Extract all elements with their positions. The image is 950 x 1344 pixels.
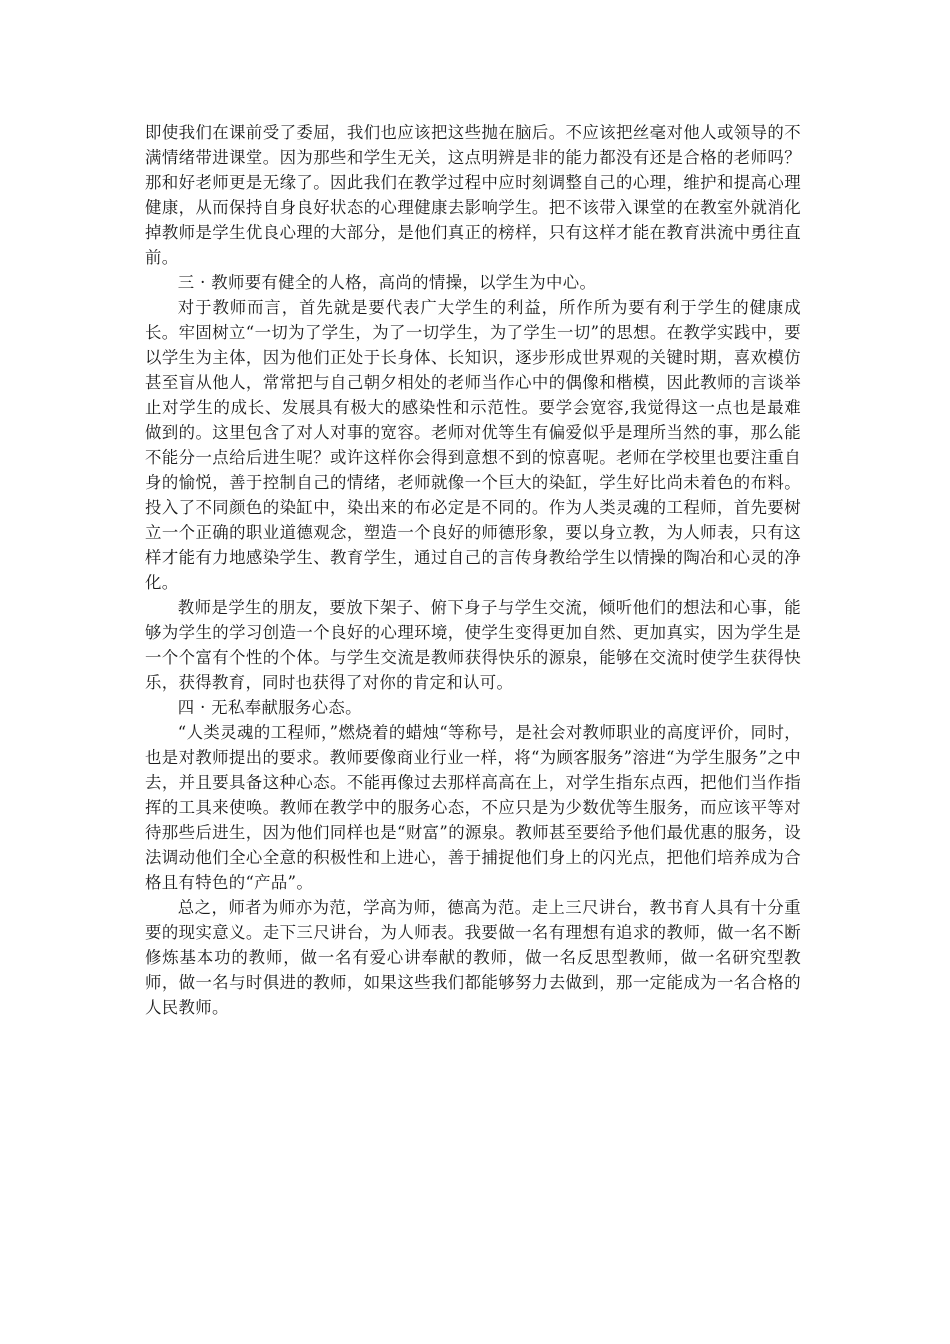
document-body bbox=[145, 120, 801, 1020]
paragraph-student-centered: 对于教师而言，首先就是要代表广大学生的利益，所作所为要有利于学生的健康成长。牢固树立“一切为了学生，为了一切学生，为了学生一切”的思想。在教学实践中，要以学生为主体，因为他们正处于长身体、长知识，逐步形成世界观的关键时期，喜欢模仿甚至盲从他人，常常把与自己朝夕相处的老师当作心中的偶像和楷模，因此教师的言谈举止对学生的成长、发展具有极大的感染性和示范性。要学会宽容,我觉得这一点也是最难做到的。这里包含了对人对事的宽容。老师对优等生有偏爱似乎是理所当然的事，那么能不能分一点给后进生呢？或许这样你会得到意想不到的惊喜呢。老师在学校里也要注重自身的愉悦，善于控制自己的情绪，老师就像一个巨大的染缸，学生好比尚未着色的布料。投入了不同颜色的染缸中，染出来的布必定是不同的。作为人类灵魂的工程师，首先要树立一个正确的职业道德观念，塑造一个良好的师德形象，要以身立教，为人师表，只有这样才能有力地感染学生、教育学生，通过自己的言传身教给学生以情操的陶冶和心灵的净化。 bbox=[145, 298, 801, 592]
paragraph-teacher-friend: 教师是学生的朋友，要放下架子、俯下身子与学生交流，倾听他们的想法和心事，能够为学生的学习创造一个良好的心理环境，使学生变得更加自然、更加真实，因为学生是一个个富有个性的个体。与学生交流是教师获得快乐的源泉，能够在交流时使学生获得快乐，获得教育，同时也获得了对你的肯定和认可。 bbox=[145, 598, 801, 692]
paragraph-continued: 即使我们在课前受了委屈，我们也应该把这些抛在脑后。不应该把丝毫对他人或领导的不满情绪带进课堂。因为那些和学生无关，这点明辨是非的能力都没有还是合格的老师吗？那和好老师更是无缘了。因此我们在教学过程中应时刻调整自己的心理，维护和提高心理健康，从而保持自身良好状态的心理健康去影响学生。把不该带入课堂的在教室外就消化掉教师是学生优良心理的大部分，是他们真正的榜样，只有这样才能在教育洪流中勇往直前。 bbox=[145, 123, 801, 267]
section-heading-four: 四 · 无私奉献服务心态。 bbox=[177, 698, 362, 717]
paragraph-conclusion: 总之，师者为师亦为范，学高为师，德高为范。走上三尺讲台，教书育人具有十分重要的现实意义。走下三尺讲台，为人师表。我要做一名有理想有追求的教师，做一名不断修炼基本功的教师，做一名有爱心讲奉献的教师，做一名反思型教师，做一名研究型教师，做一名与时俱进的教师，如果这些我们都能够努力去做到，那一定能成为一名合格的人民教师。 bbox=[145, 898, 801, 1017]
paragraph-service-attitude: “人类灵魂的工程师，”燃烧着的蜡烛“等称号，是社会对教师职业的高度评价，同时，也是对教师提出的要求。教师要像商业行业一样，将“为顾客服务”溶进“为学生服务”之中去，并且要具备这种心态。不能再像过去那样高高在上，对学生指东点西，把他们当作指挥的工具来使唤。教师在教学中的服务心态，不应只是为少数优等生服务，而应该平等对待那些后进生，因为他们同样也是“财富”的源泉。教师甚至要给予他们最优惠的服务，设法调动他们全心全意的积极性和上进心，善于捕捉他们身上的闪光点，把他们培养成为合格且有特色的“产品”。 bbox=[145, 723, 801, 892]
section-heading-three: 三 · 教师要有健全的人格，高尚的情操，以学生为中心。 bbox=[177, 273, 597, 292]
